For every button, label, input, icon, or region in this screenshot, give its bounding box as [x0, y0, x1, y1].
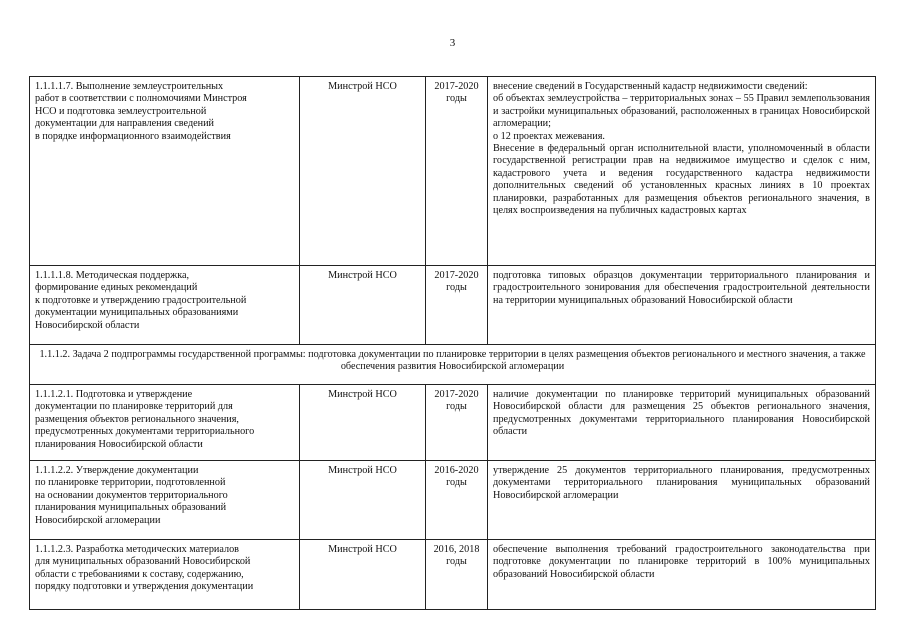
result-paragraph: об объектах землеустройства – территориальных зонах – 55 Правил землепользования и застройки муниципальных образований, расположенных в границах Новосибирской агломерации;	[493, 93, 870, 130]
result-paragraph: обеспечение выполнения требований градостроительного законодательства при подготовке документации по планировке территорий в 100% муниципальных образований Новосибирской области	[493, 544, 870, 580]
executor-cell: Минстрой НСО	[300, 266, 426, 345]
period-unit: годы	[446, 93, 467, 105]
period-cell	[426, 540, 488, 610]
table-row	[30, 461, 876, 540]
action-line: документации по планировке территорий для	[35, 401, 233, 413]
action-line: 1.1.1.2.1. Подготовка и утверждение	[35, 389, 193, 400]
period-years: 2017-2020	[434, 81, 479, 92]
action-line: 1.1.1.1.7. Выполнение землеустроительных	[35, 81, 224, 92]
action-line: на основании документов территориального	[35, 489, 228, 501]
result-cell	[488, 266, 876, 345]
table-row	[30, 77, 876, 266]
result-paragraph: подготовка типовых образцов документации территориального планирования и градостроительного зонирования для обеспечения градостроительной деятельности на территории муниципальных образований Новосибирской области	[493, 270, 870, 306]
action-line: в порядке информационного взаимодействия	[35, 130, 231, 142]
result-paragraph: о 12 проектах межевания.	[493, 130, 605, 142]
action-line: планирования Новосибирской области	[35, 438, 203, 450]
period-unit: годы	[446, 401, 467, 413]
action-line: предусмотренных документами территориального	[35, 426, 255, 438]
action-line: документации муниципальных образованиями	[35, 307, 239, 319]
action-line: формирование единых рекомендаций	[35, 282, 198, 294]
action-line: размещения объектов регионального значения,	[35, 413, 239, 425]
result-cell	[488, 540, 876, 610]
action-line: порядку подготовки и утверждения документации	[35, 581, 254, 593]
period-cell	[426, 461, 488, 540]
period-cell	[426, 385, 488, 461]
action-line: работ в соответствии с полномочиями Минстроя	[35, 93, 247, 105]
action-line: Новосибирской агломерации	[35, 514, 161, 526]
period-years: 2016-2020	[434, 465, 479, 476]
period-unit: годы	[446, 556, 467, 568]
action-cell	[30, 385, 300, 461]
result-cell	[488, 385, 876, 461]
task-row	[30, 345, 876, 385]
action-line: области с требованиями к составу, содержанию,	[35, 568, 244, 580]
action-line: планирования муниципальных образований	[35, 502, 227, 514]
executor-cell: Минстрой НСО	[300, 77, 426, 266]
table-row	[30, 266, 876, 345]
result-cell	[488, 77, 876, 266]
page-number: 3	[449, 37, 456, 49]
task-heading: 1.1.1.2. Задача 2 подпрограммы государственной программы: подготовка документации по планировке территории в целях размещения объектов регионального и местного значения, а также обеспечения развития Новосибирской агломерации	[30, 345, 876, 385]
result-paragraph: внесение сведений в Государственный кадастр недвижимости сведений:	[493, 81, 808, 92]
executor-cell: Минстрой НСО	[300, 461, 426, 540]
period-years: 2017-2020	[434, 270, 479, 281]
period-years: 2016, 2018	[433, 544, 480, 555]
period-unit: годы	[446, 282, 467, 294]
result-paragraph: Внесение в федеральный орган исполнительной власти, уполномоченный в области государственной регистрации прав на недвижимое имущество и сделок с ним, кадастрового учета и ведения государственного кадастра недвижимости дополнительных сведений об установленных красных линиях в 10 проектах планировки, разработанных для размещения объектов регионального значения, в целях воспроизведения на публичных кадастровых картах	[493, 143, 870, 217]
result-paragraph: утверждение 25 документов территориального планирования, предусмотренных документами территориального планирования муниципальных образований Новосибирской агломерации	[493, 465, 870, 501]
action-line: к подготовке и утверждению градостроительной	[35, 294, 247, 306]
table-row	[30, 385, 876, 461]
period-unit: годы	[446, 477, 467, 489]
executor-cell: Минстрой НСО	[300, 385, 426, 461]
action-line: НСО и подготовка землеустроительной	[35, 105, 207, 117]
result-cell	[488, 461, 876, 540]
action-line: 1.1.1.1.8. Методическая поддержка,	[35, 270, 190, 281]
action-cell	[30, 77, 300, 266]
executor-cell: Минстрой НСО	[300, 540, 426, 610]
action-line: документации для направления сведений	[35, 118, 215, 130]
action-cell	[30, 266, 300, 345]
table-row	[30, 540, 876, 610]
result-paragraph: наличие документации по планировке территорий муниципальных образований Новосибирской области для размещения 25 объектов регионального значения, предусмотренных документами территориального планирования Новосибирской области	[493, 389, 870, 438]
action-line: 1.1.1.2.3. Разработка методических материалов	[35, 544, 239, 555]
action-line: по планировке территории, подготовленной	[35, 477, 226, 489]
action-line: для муниципальных образований Новосибирской	[35, 556, 251, 568]
period-years: 2017-2020	[434, 389, 479, 400]
action-line: 1.1.1.2.2. Утверждение документации	[35, 465, 199, 476]
action-cell	[30, 461, 300, 540]
period-cell	[426, 266, 488, 345]
action-line: Новосибирской области	[35, 319, 140, 331]
measures-table	[29, 76, 876, 610]
action-cell	[30, 540, 300, 610]
period-cell	[426, 77, 488, 266]
